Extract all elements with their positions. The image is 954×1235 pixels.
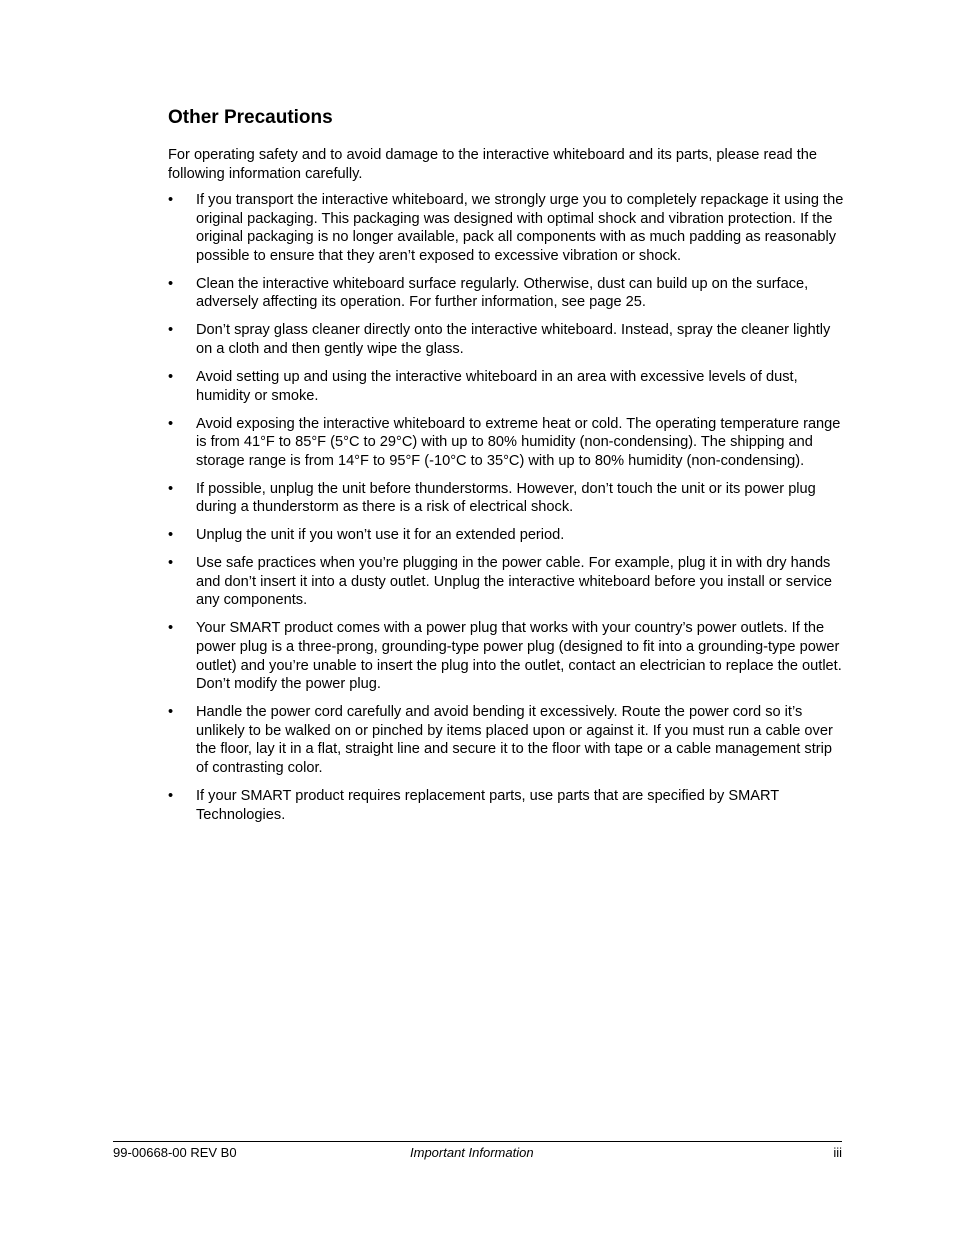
list-item	[168, 368, 848, 405]
list-item	[168, 787, 848, 824]
list-item	[168, 703, 848, 777]
bullet-icon: •	[168, 527, 174, 544]
list-item	[168, 191, 848, 265]
footer-divider	[113, 1141, 842, 1142]
bullet-icon: •	[168, 322, 174, 339]
bullet-icon: •	[168, 275, 174, 292]
list-item-text: Don’t spray glass cleaner directly onto the interactive whiteboard. Instead, spray the cleaner lightly on a cloth and then gently wipe the glass.	[196, 322, 831, 357]
list-item	[168, 526, 848, 545]
list-item	[168, 480, 848, 517]
footer-doc-number: 99-00668-00 REV B0	[113, 1145, 237, 1160]
list-item-text: Use safe practices when you’re plugging in the power cable. For example, plug it in with dry hands and don’t insert it into a dusty outlet. Unplug the interactive whiteboard before you install or service any components.	[196, 555, 832, 609]
precautions-list	[168, 191, 848, 834]
list-item-text: If your SMART product requires replacement parts, use parts that are specified by SMART Technologies.	[196, 787, 779, 823]
bullet-icon: •	[168, 620, 174, 637]
list-item-text: Avoid exposing the interactive whiteboard to extreme heat or cold. The operating temperature range is from 41°F to 85°F (5°C to 29°C) with up to 80% humidity (non-condensing). The shipping and storage range is from 14°F to 95°F (-10°C to 35°C) with up to 80% humidity (non-condensing).	[196, 415, 841, 469]
intro-paragraph: For operating safety and to avoid damage to the interactive whiteboard and its parts, please read the following information carefully.	[168, 147, 818, 182]
bullet-icon: •	[168, 192, 174, 208]
bullet-icon: •	[168, 704, 174, 721]
list-item	[168, 554, 848, 610]
list-item-text: If possible, unplug the unit before thunderstorms. However, don’t touch the unit or its power plug during a thunderstorm as there is a risk of electrical shock.	[196, 480, 816, 516]
bullet-icon: •	[168, 480, 174, 497]
footer-section-title: Important Information	[410, 1145, 534, 1160]
footer-page-number: iii	[833, 1145, 842, 1160]
list-item-text: Handle the power cord carefully and avoid bending it excessively. Route the power cord so it’s unlikely to be walked on or pinched by items placed upon or against it. If you must run a cable over the floor, lay it in a flat, straight line and secure it to the floor with tape or a cable management strip of contrasting color.	[196, 704, 833, 776]
list-item	[168, 321, 848, 358]
bullet-icon: •	[168, 787, 174, 804]
page-title: Other Precautions	[168, 107, 333, 128]
list-item-text: Unplug the unit if you won’t use it for an extended period.	[196, 527, 565, 544]
bullet-icon: •	[168, 555, 174, 572]
list-item	[168, 415, 848, 471]
list-item-text: If you transport the interactive whiteboard, we strongly urge you to completely repackage it using the original packaging. This packaging was designed with optimal shock and vibration protection. If the original packaging is no longer available, pack all components with as much padding as reasonably possible to ensure that they aren’t exposed to excessive vibration or shock.	[196, 192, 844, 264]
list-item	[168, 275, 848, 312]
list-item	[168, 619, 848, 693]
list-item-text: Clean the interactive whiteboard surface regularly. Otherwise, dust can build up on the surface, adversely affecting its operation. For further information, see page 25.	[196, 275, 809, 311]
list-item-text: Your SMART product comes with a power plug that works with your country’s power outlets. If the power plug is a three-prong, grounding-type power plug (designed to fit into a grounding-type power outlet) and you’re unable to insert the plug into the outlet, contact an electrician to replace the outlet. Don’t modify the power plug.	[196, 620, 842, 693]
list-item-text: Avoid setting up and using the interactive whiteboard in an area with excessive levels of dust, humidity or smoke.	[196, 368, 798, 404]
bullet-icon: •	[168, 415, 174, 432]
bullet-icon: •	[168, 368, 174, 385]
